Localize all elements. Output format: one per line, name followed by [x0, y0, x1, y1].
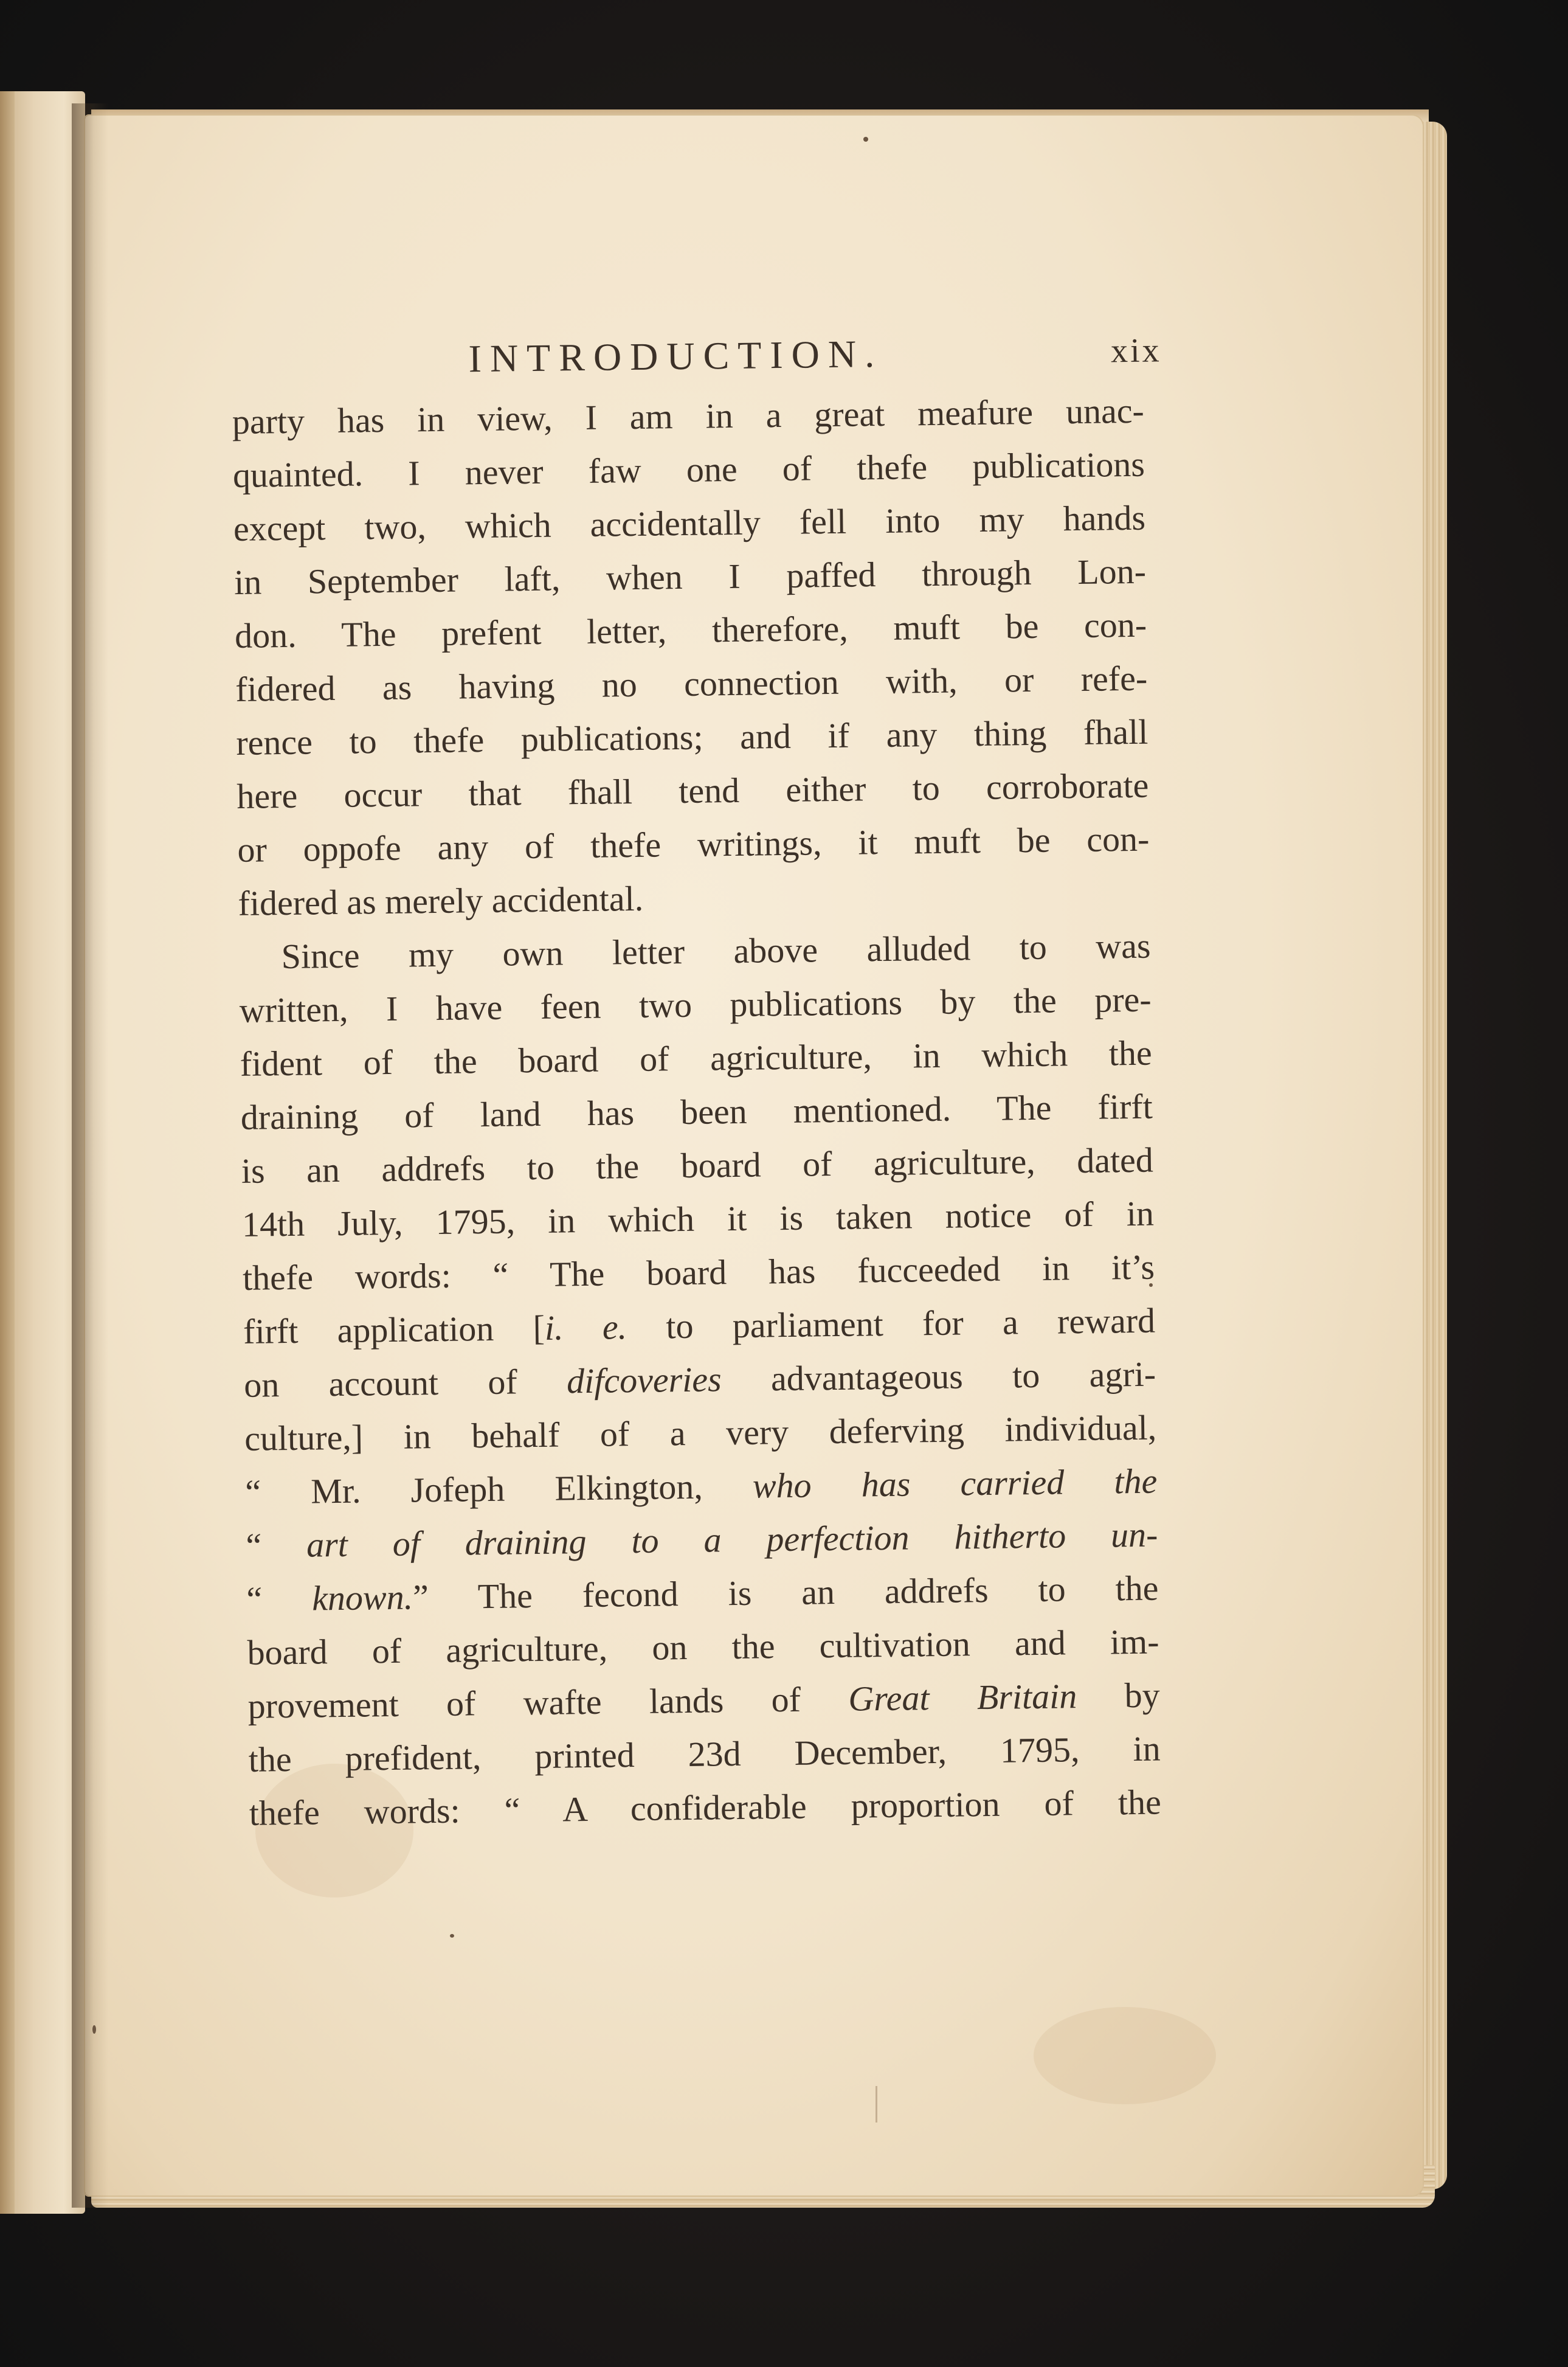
text-line: the prefident, printed 23d December, 1795, in [248, 1728, 1161, 1780]
text-run: “ Mr. Jofeph Elkington, [244, 1466, 753, 1512]
text-run: to parliament for a reward [626, 1300, 1156, 1347]
italic-run: known. [311, 1577, 413, 1618]
ink-speck [450, 1934, 454, 1938]
text-line: board of agriculture, on the cultivation and im- [247, 1621, 1159, 1672]
text-run: “ [246, 1525, 307, 1565]
text-line: quainted. I never faw one of thefe publications [232, 444, 1145, 495]
text-run: by [1076, 1675, 1160, 1716]
paper-mark [876, 2086, 877, 2123]
text-line: draining of land has been mentioned. The firft [240, 1086, 1153, 1137]
italic-run: Great Britain [848, 1676, 1077, 1719]
text-line: here occur that fhall tend either to corroborate [237, 765, 1149, 816]
running-head [231, 317, 1162, 395]
text-line: is an addrefs to the board of agriculture, dated [241, 1140, 1154, 1191]
italic-run: difcoveries [566, 1359, 722, 1401]
text-line: thefe words: “ The board has fucceeded in it’s [242, 1247, 1155, 1298]
text-run: on account of [243, 1361, 567, 1405]
page-number: xix [1110, 331, 1162, 370]
text-line: don. The prefent letter, therefore, muft be con- [234, 605, 1147, 656]
page-text [231, 317, 1161, 1840]
text-line: fidered as having no connection with, or refe- [235, 658, 1148, 709]
text-line: fidered as merely accidental. [238, 878, 644, 923]
text-run: “ [246, 1578, 313, 1619]
text-line: culture,] in behalf of a very deferving individual, [244, 1407, 1157, 1458]
text-line: rence to thefe publications; and if any thing fhall [235, 712, 1148, 763]
text-run: firft application [ [243, 1308, 545, 1351]
text-line: thefe words: “ A confiderable proportion of the [249, 1782, 1162, 1833]
ink-speck [863, 137, 868, 142]
text-line: Since my own letter above alluded to was [281, 926, 1151, 977]
text-run: ” The fecond is an addrefs to the [412, 1568, 1159, 1617]
text-line: 14th July, 1795, in which it is taken notice of in [241, 1193, 1155, 1244]
text-line: fident of the board of agriculture, in which the [240, 1033, 1153, 1084]
text-line: in September laft, when I paffed through Lon- [233, 551, 1147, 602]
text-line: written, I have feen two publications by the pre- [239, 979, 1152, 1030]
running-head-title: INTRODUCTION. [468, 331, 883, 381]
text-line: party has in view, I am in a great meafure unac- [232, 390, 1145, 442]
text-line: or oppofe any of thefe writings, it muft be con- [237, 819, 1150, 870]
text-run: advantageous to agri- [721, 1354, 1156, 1399]
ink-speck [92, 2025, 96, 2034]
gutter-shadow [72, 103, 108, 2208]
text-line: except two, which accidentally fell into my hands [233, 497, 1146, 549]
paper-stain [1034, 2007, 1216, 2104]
paragraph-1 [232, 384, 1150, 931]
paragraph-2 [238, 920, 1161, 1840]
italic-run: art of draining to a perfection hitherto un- [306, 1514, 1158, 1565]
facing-page-edge [0, 91, 15, 2214]
italic-run: who has carried the [752, 1461, 1158, 1506]
italic-run: i. e. [544, 1307, 627, 1348]
text-run: provement of wafte lands of [247, 1679, 849, 1726]
